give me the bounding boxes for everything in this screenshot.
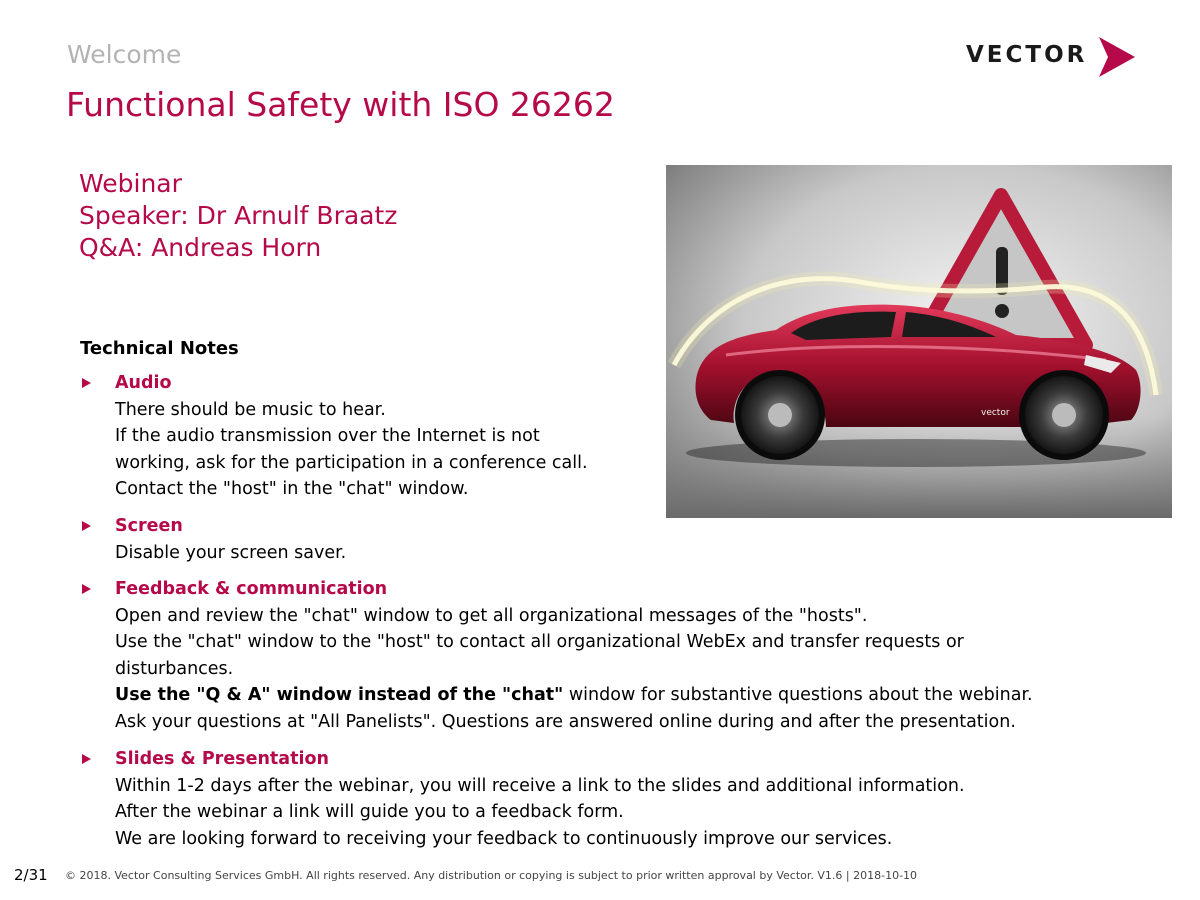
note-line: Open and review the "chat" window to get all organizational messages of the "hosts". bbox=[115, 605, 868, 626]
copyright-notice: © 2018. Vector Consulting Services GmbH. All rights reserved. Any distribution or copying is subject to prior written approval by Vector. V1.6 | 2018-10-10 bbox=[65, 869, 918, 882]
note-line: Ask your questions at "All Panelists". Questions are answered online during and after the presentation. bbox=[115, 711, 1016, 732]
intro-qa: Q&A: Andreas Horn bbox=[79, 233, 322, 262]
qa-emphasis: Use the "Q & A" window instead of the "chat" bbox=[115, 685, 564, 705]
bullet-arrow-icon bbox=[80, 514, 94, 538]
bullet-arrow-icon bbox=[80, 747, 94, 771]
intro-webinar: Webinar bbox=[79, 169, 182, 198]
note-line: Contact the "host" in the "chat" window. bbox=[115, 479, 469, 499]
bullet-arrow-icon bbox=[80, 577, 94, 601]
note-screen bbox=[80, 513, 346, 566]
note-audio bbox=[80, 370, 588, 503]
note-line: If the audio transmission over the Internet is not bbox=[115, 426, 540, 446]
note-line: working, ask for the participation in a conference call. bbox=[115, 452, 588, 473]
note-line: Use the "chat" window to the "host" to contact all organizational WebEx and transfer requests or bbox=[115, 632, 964, 652]
technical-notes-heading: Technical Notes bbox=[80, 338, 239, 359]
vector-logo bbox=[966, 36, 1136, 78]
note-line: Disable your screen saver. bbox=[115, 542, 347, 563]
note-line: There should be music to hear. bbox=[115, 399, 386, 420]
car-badge-text: vector bbox=[981, 408, 1010, 418]
note-title: Audio bbox=[115, 373, 172, 393]
note-feedback bbox=[80, 576, 1033, 735]
note-line: Within 1-2 days after the webinar, you will receive a link to the slides and additional information. bbox=[115, 775, 965, 796]
qa-rest: window for substantive questions about the webinar. bbox=[563, 685, 1033, 705]
note-line: After the webinar a link will guide you to a feedback form. bbox=[115, 802, 624, 822]
note-line-qa bbox=[115, 682, 1033, 709]
note-title: Slides & Presentation bbox=[115, 749, 329, 769]
note-title: Screen bbox=[115, 516, 183, 536]
note-line: We are looking forward to receiving your feedback to continuously improve our services. bbox=[115, 828, 893, 849]
bullet-arrow-icon bbox=[80, 371, 94, 395]
note-line: disturbances. bbox=[115, 658, 234, 679]
intro-speaker: Speaker: Dr Arnulf Braatz bbox=[79, 201, 398, 230]
intro-block bbox=[79, 168, 397, 264]
car-warning-photo bbox=[666, 165, 1172, 518]
vector-chevron-icon bbox=[1099, 37, 1135, 77]
note-title: Feedback & communication bbox=[115, 579, 388, 599]
section-label: Welcome bbox=[67, 40, 182, 69]
page-number: 2/31 bbox=[14, 866, 48, 884]
note-slides bbox=[80, 746, 965, 852]
page-title: Functional Safety with ISO 26262 bbox=[66, 85, 615, 124]
logo-text: VECTOR bbox=[966, 42, 1088, 68]
